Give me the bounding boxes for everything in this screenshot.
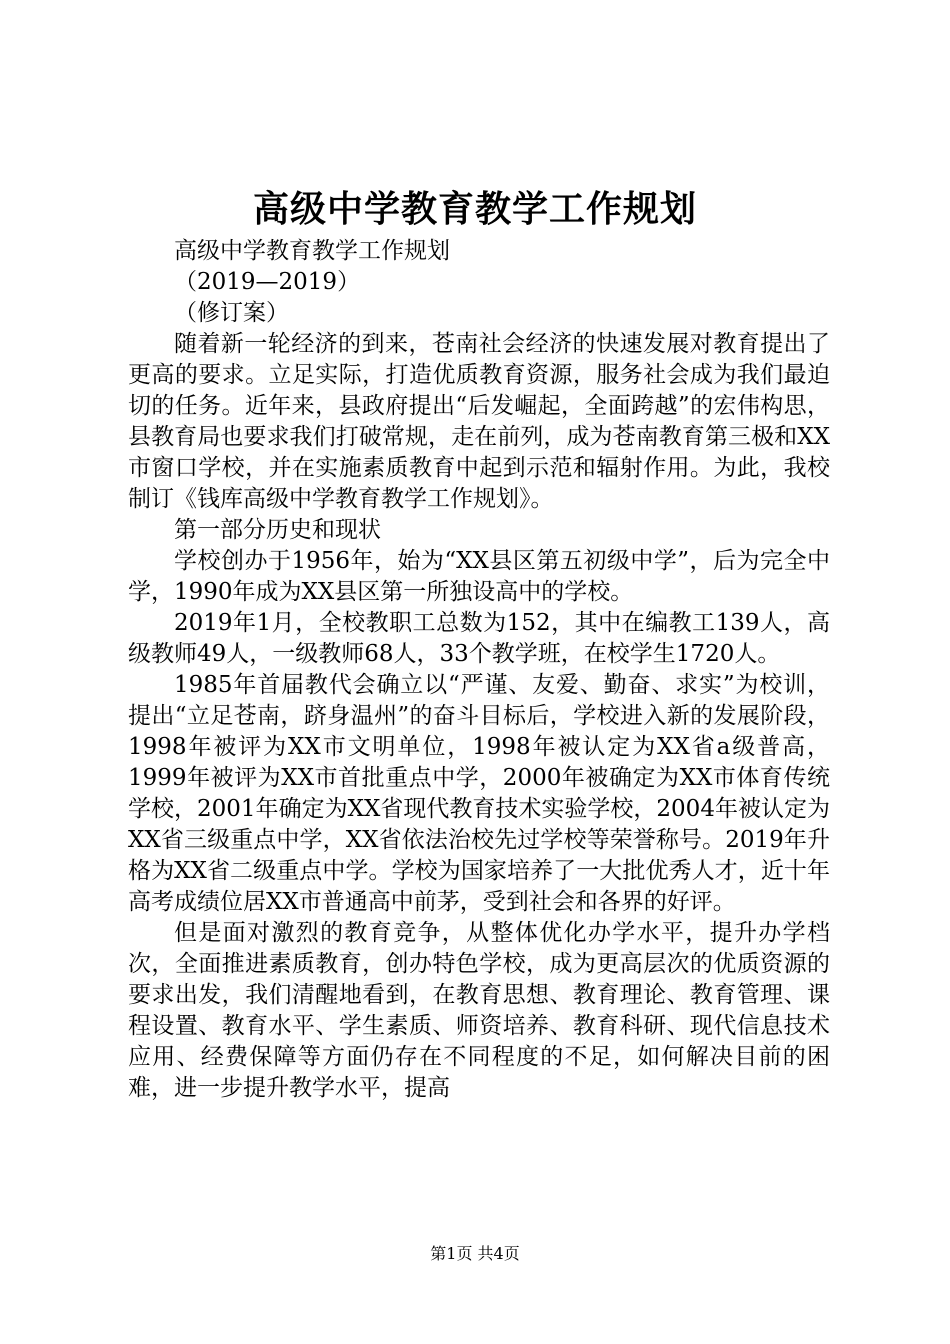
document-title: 高级中学教育教学工作规划 (252, 188, 697, 230)
revision-line: （修订案） (174, 300, 289, 326)
subtitle-line: 高级中学教育教学工作规划 (174, 238, 450, 264)
document-body (128, 236, 830, 1104)
section-heading: 第一部分历史和现状 (174, 517, 381, 543)
year-range-line: （2019—2019） (174, 269, 361, 295)
staff-paragraph: 2019年1月，全校教职工总数为152，其中在编教工139人，高级教师49人，一级教师68人，33个教学班，在校学生1720人。 (128, 610, 830, 667)
page-footer: 第1页 共4页 (430, 1244, 520, 1263)
history-paragraph: 学校创办于1956年，始为“XX县区第五初级中学”，后为完全中学，1990年成为XX县区第一所独设高中的学校。 (128, 548, 830, 605)
intro-paragraph: 随着新一轮经济的到来，苍南社会经济的快速发展对教育提出了更高的要求。立足实际，打造优质教育资源，服务社会成为我们最迫切的任务。近年来，县政府提出“后发崛起，全面跨越”的宏伟构思，县教育局也要求我们打破常规，走在前列，成为苍南教育第三极和XX市窗口学校，并在实施素质教育中起到示范和辐射作用。为此，我校制订《钱库高级中学教育教学工作规划》。 (128, 331, 830, 512)
challenges-paragraph: 但是面对激烈的教育竞争，从整体优化办学水平，提升办学档次，全面推进素质教育，创办特色学校，成为更高层次的优质资源的要求出发，我们清醒地看到，在教育思想、教育理论、教育管理、课程设置、教育水平、学生素质、师资培养、教育科研、现代信息技术应用、经费保障等方面仍存在不同程度的不足，如何解决目前的困难，进一步提升教学水平，提高 (128, 920, 830, 1101)
honors-paragraph: 1985年首届教代会确立以“严谨、友爱、勤奋、求实”为校训，提出“立足苍南，跻身温州”的奋斗目标后，学校进入新的发展阶段，1998年被评为XX市文明单位，1998年被认定为XX省a级普高，1999年被评为XX市首批重点中学，2000年被确定为XX市体育传统学校，2001年确定为XX省现代教育技术实验学校，2004年被认定为XX省三级重点中学，XX省依法治校先过学校等荣誉称号。2019年升格为XX省二级重点中学。学校为国家培养了一大批优秀人才，近十年高考成绩位居XX市普通高中前茅，受到社会和各界的好评。 (128, 672, 830, 915)
